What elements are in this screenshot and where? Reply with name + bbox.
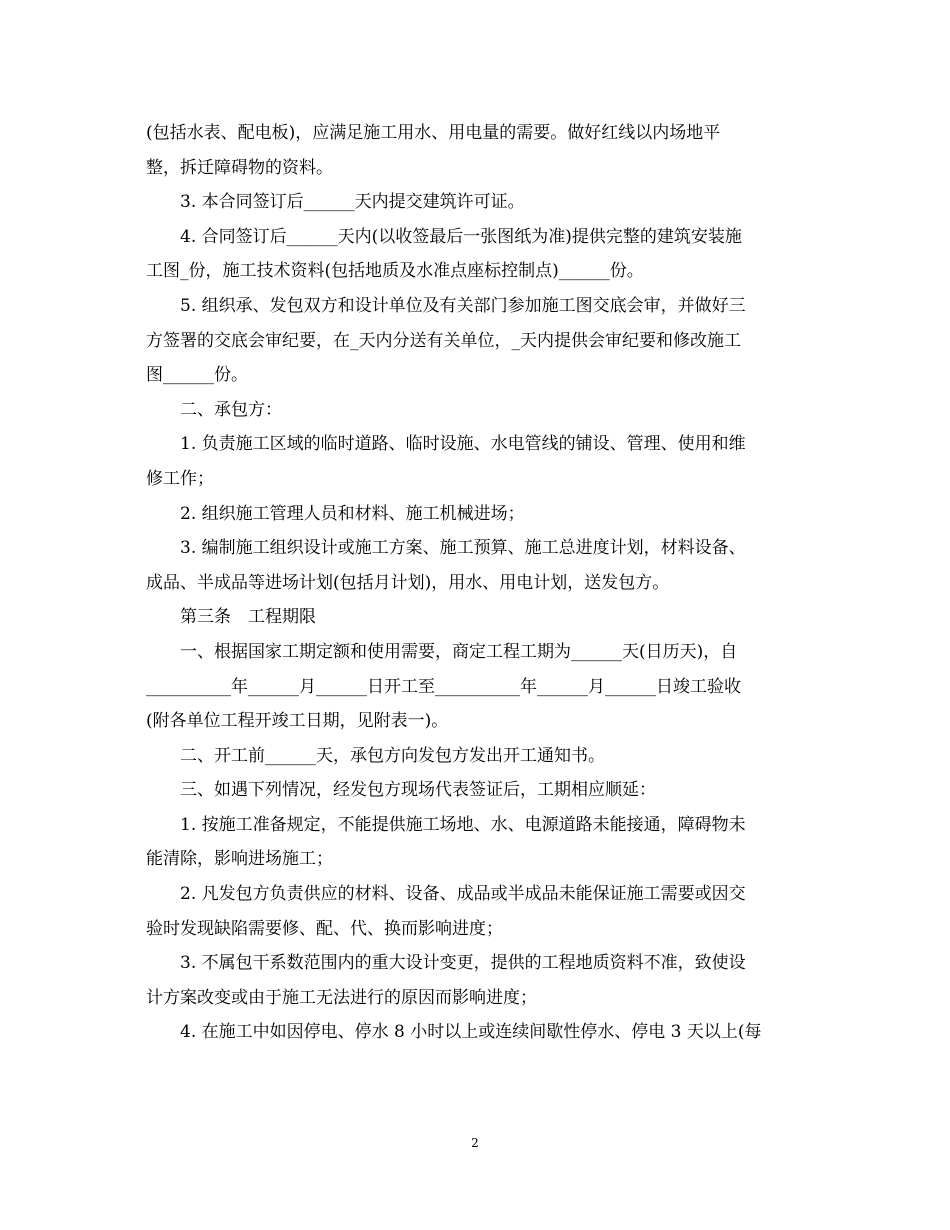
article-heading: 第三条 工程期限 <box>146 607 316 628</box>
text-line: 整，拆迁障碍物的资料。 <box>146 157 333 178</box>
text-line: 方签署的交底会审纪要，在_天内分送有关单位，_天内提供会审纪要和修改施工 <box>146 330 741 351</box>
text-line: 修工作； <box>146 468 214 489</box>
text-line: 图______份。 <box>146 365 248 386</box>
document-body <box>146 116 811 1050</box>
text-line: 4. 在施工中如因停电、停水 8 小时以上或连续间歇性停水、停电 3 天以上(每 <box>146 1022 762 1043</box>
text-line: 1. 负责施工区域的临时道路、临时设施、水电管线的铺设、管理、使用和维 <box>146 434 746 455</box>
text-line: 一、根据国家工期定额和使用需要，商定工程工期为______天(日历天)，自 <box>146 641 738 662</box>
text-line: 工图_份，施工技术资料(包括地质及水准点座标控制点)______份。 <box>146 261 644 282</box>
section-heading: 二、承包方： <box>146 399 282 420</box>
text-line: 二、开工前______天，承包方向发包方发出开工通知书。 <box>146 745 605 766</box>
text-line: 验时发现缺陷需要修、配、代、换而影响进度； <box>146 918 503 939</box>
text-line: __________年______月______日开工至__________年______月______日竣工验收 <box>146 676 741 697</box>
text-line: 三、如遇下列情况，经发包方现场代表签证后，工期相应顺延： <box>146 780 656 801</box>
text-line: 1. 按施工准备规定，不能提供施工场地、水、电源道路未能接通，障碍物未 <box>146 814 746 835</box>
text-line: 3. 不属包干系数范围内的重大设计变更，提供的工程地质资料不准，致使设 <box>146 953 746 974</box>
text-line: 能清除，影响进场施工； <box>146 849 333 870</box>
text-line: 4. 合同签订后______天内(以收签最后一张图纸为准)提供完整的建筑安装施 <box>146 226 742 247</box>
text-line: (包括水表、配电板)，应满足施工用水、用电量的需要。做好红线以内场地平 <box>146 123 721 143</box>
text-block <box>146 116 811 1050</box>
text-line: (附各单位工程开竣工日期，见附表一)。 <box>146 711 449 732</box>
text-line: 3. 编制施工组织设计或施工方案、施工预算、施工总进度计划，材料设备、 <box>146 538 746 559</box>
text-line: 2. 凡发包方负责供应的材料、设备、成品或半成品未能保证施工需要或因交 <box>146 884 746 905</box>
page-number: 2 <box>471 1136 479 1150</box>
text-line: 5. 组织承、发包双方和设计单位及有关部门参加施工图交底会审，并做好三 <box>146 295 746 316</box>
text-line: 计方案改变或由于施工无法进行的原因而影响进度； <box>146 987 537 1008</box>
text-line: 成品、半成品等进场计划(包括月计划)，用水、用电计划，送发包方。 <box>146 572 670 593</box>
text-line: 3. 本合同签订后______天内提交建筑许可证。 <box>146 192 525 213</box>
text-line: 2. 组织施工管理人员和材料、施工机械进场； <box>146 503 525 524</box>
